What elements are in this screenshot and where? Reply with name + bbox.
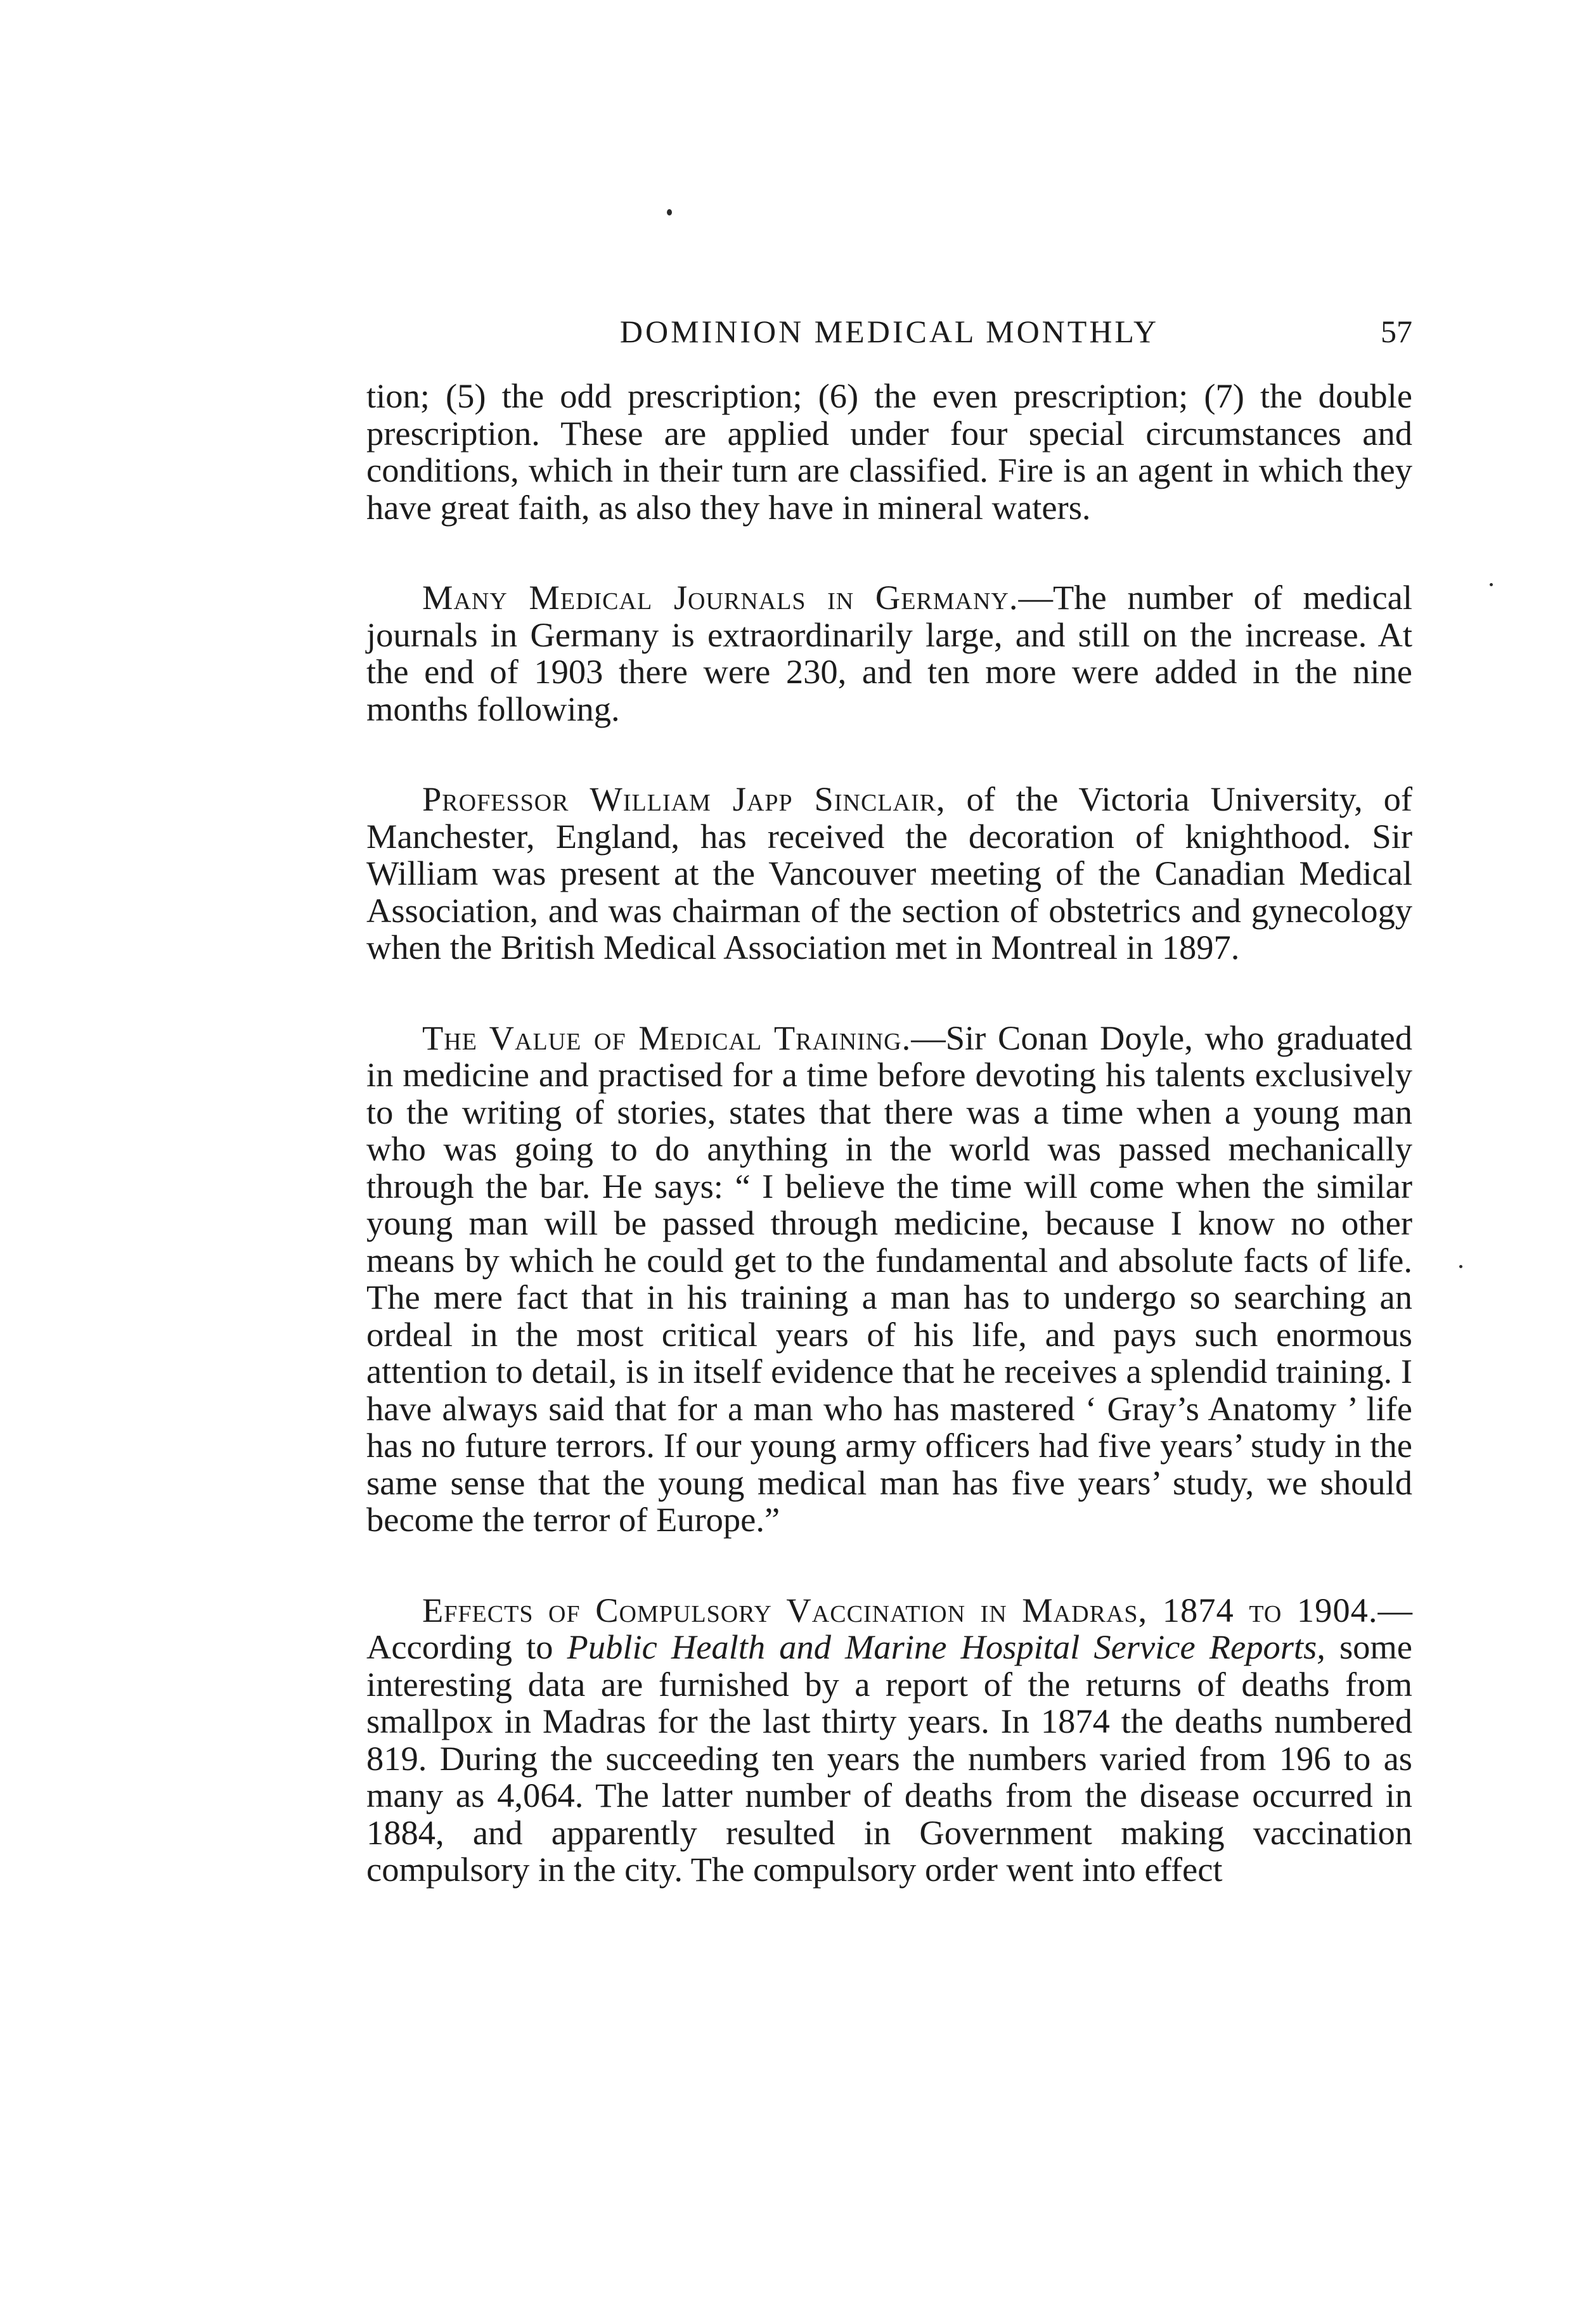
paragraph-text: of the Victoria University, of Manchester, England, has received the decoration of knighthood. Sir William was present at the Vancouver meeting of the Canadian Medical Association, and was chairman of the section of obstetrics and gynecology when the British Medical Association met in Montreal in 1897. <box>366 780 1412 966</box>
stray-ink-mark <box>667 209 672 215</box>
stray-ink-mark <box>1459 1265 1462 1268</box>
paragraph-sinclair <box>366 781 1412 966</box>
paragraph-vaccination-madras <box>366 1592 1412 1889</box>
page-number: 57 <box>1381 314 1412 349</box>
paragraph-medical-training <box>366 1020 1412 1539</box>
source-title: Public Health and Marine Hospital Service Reports, <box>567 1627 1325 1666</box>
section-heading: Many Medical Journals in Germany. <box>422 578 1019 617</box>
section-heading: Effects of Compulsory Vaccination in Madras, 1874 to 1904. <box>422 1590 1378 1629</box>
paragraph-text: tion; (5) the odd prescription; (6) the even prescription; (7) the double prescription. These are applied under four special circumstances and conditions, which in their turn are classified. Fire is an agent in which they have great faith, as also they have in mineral waters. <box>366 376 1412 527</box>
section-heading: The Value of Medical Training. <box>422 1018 912 1057</box>
section-heading: Professor William Japp Sinclair, <box>422 780 946 818</box>
paragraph-text: —Sir Conan Doyle, who graduated in medicine and practised for a time before devoting his talents exclusively to the writing of stories, states that there was a time when a young man who was going to do anything in the world was passed mechanically through the bar. He says: “ I believe the time will come when the similar young man will be passed through medicine, because I know no other means by which he could get to the fundamental and absolute facts of life. The mere fact that in his training a man has to undergo so searching an ordeal in the most critical years of his life, and pays such enormous attention to detail, is in itself evidence that he receives a splendid training. I have always said that for a man who has mastered ‘ Gray’s Anatomy ’ life has no future terrors. If our young army officers had five years’ study in the same sense that the young medical man has five years’ study, we should become the terror of Europe.” <box>366 1018 1412 1539</box>
paragraph-german-journals <box>366 579 1412 728</box>
page-body <box>366 378 1412 1942</box>
paragraph-continued <box>366 378 1412 526</box>
stray-ink-mark <box>1490 583 1493 586</box>
journal-title: DOMINION MEDICAL MONTHLY <box>619 314 1159 349</box>
paragraph-text: —The number of medical journals in Germany is extraordinarily large, and still on the increase. At the end of 1903 there were 230, and ten more were added in the nine months following. <box>366 578 1412 728</box>
running-head <box>366 313 1412 357</box>
paragraph-text: some interesting data are furnished by a report of the returns of deaths from smallpox in Madras for the last thirty years. In 1874 the deaths numbered 819. During the succeeding ten years the numbers varied from 196 to as many as 4,064. The latter number of deaths from the disease occurred in 1884, and apparently resulted in Government making vaccination compulsory in the city. The compulsory order went into effect <box>366 1627 1412 1889</box>
paragraph-text: —According to <box>366 1590 1412 1666</box>
